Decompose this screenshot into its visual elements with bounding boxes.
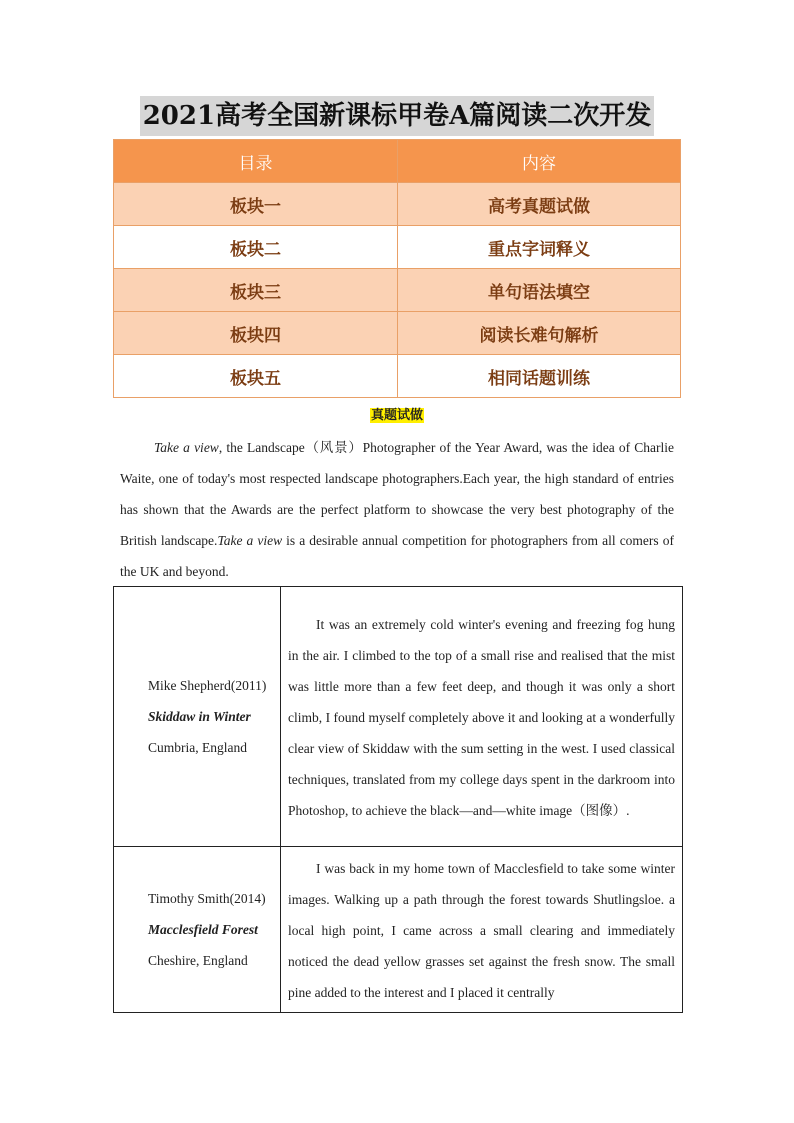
entry-place: Cheshire, England [148,953,248,968]
entry-text [281,603,682,830]
entry-text-cell [281,847,683,1013]
intro-text: , the Landscape（风景）Photographer of the Year Award, was the idea of Charlie Waite, one of today's most respected landscape photographers.Each year, the high standard of entries has shown that the Awards are the perfect platform to showcase the very best photography of the British landscape. [120,440,674,548]
entry-text-body: I was back in my home town of Macclesfield to take some winter images. Walking up a path through the forest towards Shutlingsloe. a local high point, I came across a small clearing and immediately noticed the dead yellow grasses set against the fresh snow. The small pine added to the interest and I placed it centrally [288,861,675,1000]
contents-row [114,226,681,269]
intro-text: is a desirable annual competition for photographers from all comers of the UK and beyond. [120,533,674,579]
entries-table [113,586,683,1013]
entry-row [114,847,683,1013]
contents-row [114,312,681,355]
contents-item: 高考真题试做 [398,183,681,226]
entry-place: Cumbria, England [148,740,247,755]
entry-work-title: Macclesfield Forest [148,922,258,937]
entry-text-body: It was an extremely cold winter's evening and freezing fog hung in the air. I climbed to the top of a small rise and realised that the mist was little more than a few feet deep, and though it was only a short climb, I found myself completely above it and looking at a wonderfully clear view of Skiddaw with the sum setting in the west. I used classical techniques, translated from my college days spent in the darkroom into Photoshop, to achieve the black—and—white image（图像）. [288,617,675,818]
intro-italic-title: Take a view [217,533,283,548]
section-label: 真题试做 [370,408,423,423]
contents-header-content: 内容 [398,140,681,183]
contents-table [113,139,681,398]
contents-block: 板块一 [114,183,398,226]
entry-meta [114,883,280,976]
contents-block: 板块五 [114,355,398,398]
contents-block: 板块二 [114,226,398,269]
entry-meta-cell [114,587,281,847]
contents-row [114,183,681,226]
entry-author: Timothy Smith(2014) [148,891,266,906]
contents-row [114,355,681,398]
entry-text [281,847,682,1012]
contents-item: 重点字词释义 [398,226,681,269]
contents-block: 板块三 [114,269,398,312]
document-title: 2021高考全国新课标甲卷A篇阅读二次开发 [140,96,655,136]
document-title-wrap [0,96,794,136]
contents-block: 板块四 [114,312,398,355]
contents-header-row [114,140,681,183]
entry-work-title: Skiddaw in Winter [148,709,251,724]
entry-row [114,587,683,847]
entry-meta-cell [114,847,281,1013]
entry-author: Mike Shepherd(2011) [148,678,267,693]
contents-item: 单句语法填空 [398,269,681,312]
section-label-wrap [0,404,794,424]
entry-meta [114,670,280,763]
contents-item: 阅读长难句解析 [398,312,681,355]
contents-item: 相同话题训练 [398,355,681,398]
intro-italic-title: Take a view [154,440,219,455]
entry-text-cell [281,587,683,847]
contents-row [114,269,681,312]
intro-paragraph [120,432,674,587]
contents-header-directory: 目录 [114,140,398,183]
